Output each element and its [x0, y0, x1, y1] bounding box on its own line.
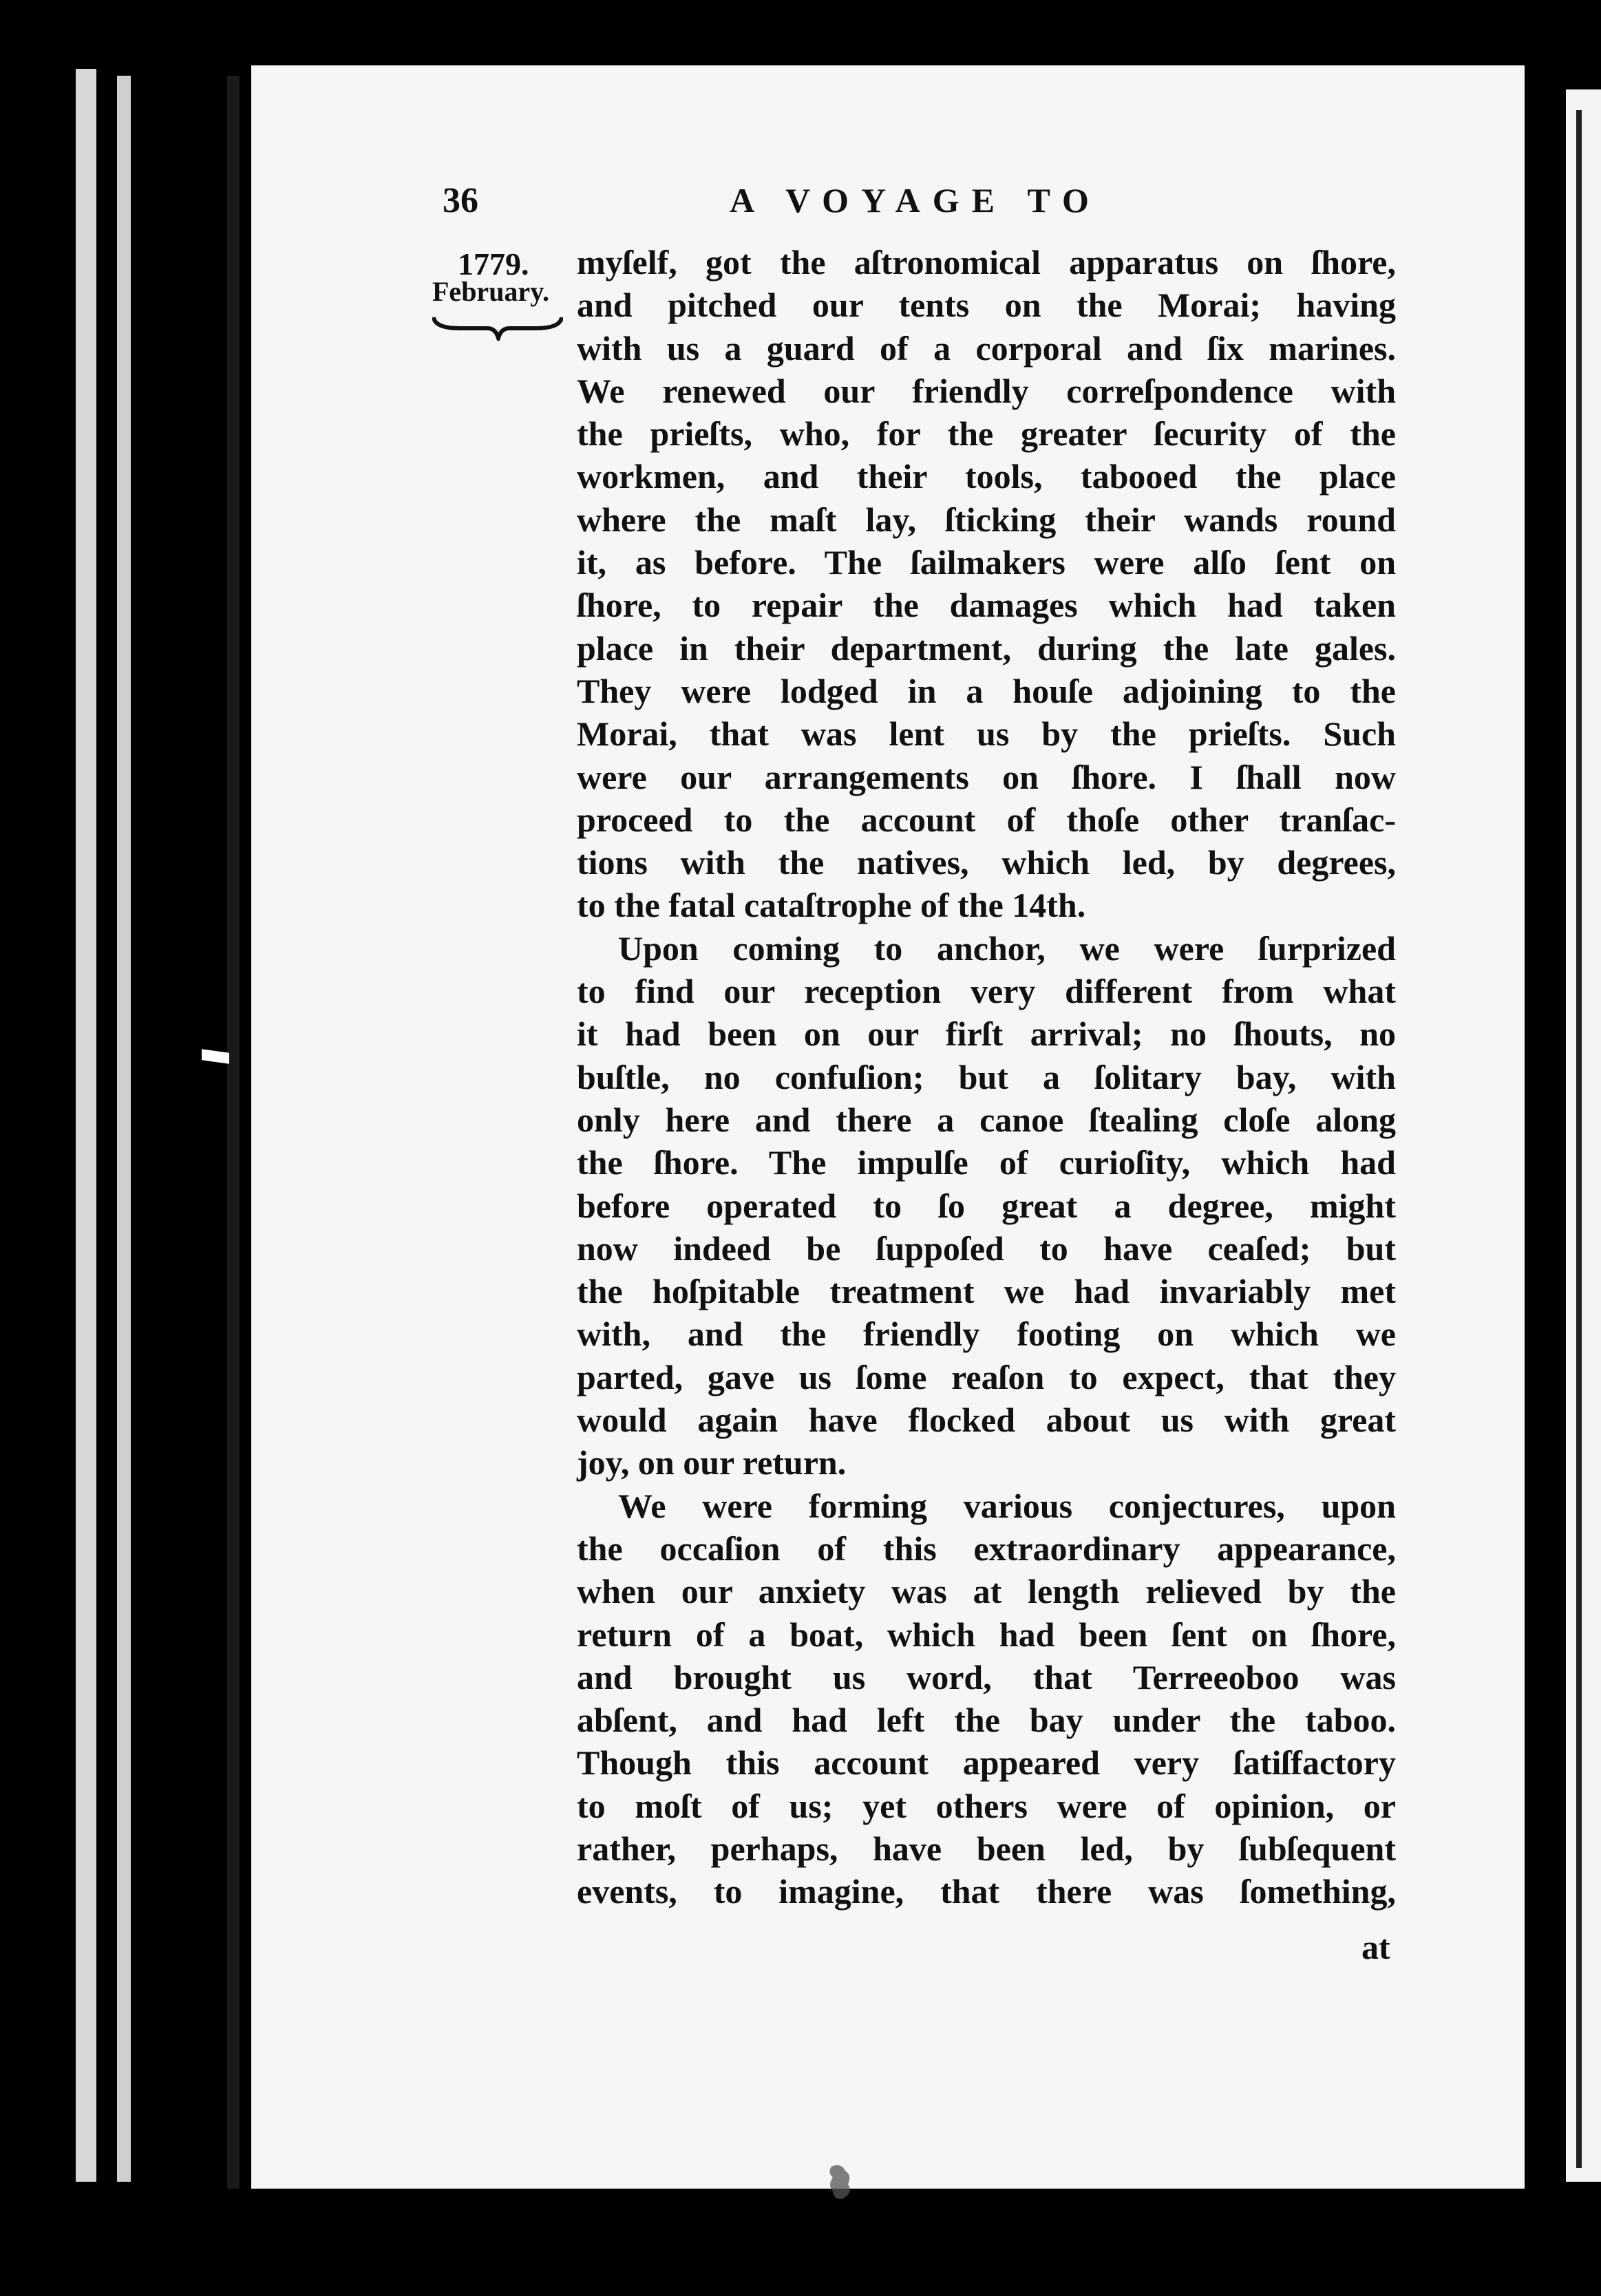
- text-line: Morai, that was lent us by the prieſts. Such: [577, 714, 1396, 754]
- text-line: the ſhore. The impulſe of curioſity, which had: [577, 1143, 1396, 1182]
- brace-icon: [432, 313, 563, 341]
- ink-blot-icon: [825, 2161, 858, 2202]
- text-line: place in their department, during the late gales.: [577, 628, 1396, 668]
- text-line: return of a boat, which had been ſent on ſhore,: [577, 1615, 1396, 1654]
- marginal-year: 1779.: [458, 246, 529, 281]
- page-tab-mark: [202, 1049, 229, 1064]
- text-line: to moſt of us; yet others were of opinion, or: [577, 1786, 1396, 1825]
- text-line: Upon coming to anchor, we were ſurprized: [618, 928, 1396, 968]
- text-line: to the fatal cataſtrophe of the 14th.: [577, 886, 1086, 925]
- text-line: with us a guard of a corporal and ſix marines.: [577, 328, 1396, 368]
- text-line: the occaſion of this extraordinary appearance,: [577, 1529, 1396, 1568]
- text-line: and pitched our tents on the Morai; having: [577, 286, 1396, 325]
- text-line: it had been on our firſt arrival; no ſhouts, no: [577, 1014, 1396, 1054]
- text-line: joy, on our return.: [577, 1443, 847, 1482]
- text-line: We were forming various conjectures, upon: [618, 1486, 1396, 1525]
- text-line: to find our reception very different from what: [577, 972, 1396, 1011]
- page-edge-left-inner: [227, 76, 240, 2189]
- text-line: We renewed our friendly correſpondence with: [577, 371, 1396, 410]
- text-line: it, as before. The ſailmakers were alſo ſent on: [577, 543, 1396, 582]
- marginal-month: February.: [432, 276, 549, 307]
- text-line: abſent, and had left the bay under the taboo.: [577, 1701, 1396, 1740]
- text-line: proceed to the account of thoſe other tranſac-: [577, 800, 1396, 839]
- text-line: events, to imagine, that there was ſomething,: [577, 1872, 1396, 1911]
- text-line: now indeed be ſuppoſed to have ceaſed; but: [577, 1229, 1396, 1268]
- text-line: parted, gave us ſome reaſon to expect, that they: [577, 1357, 1396, 1396]
- text-line: ſhore, to repair the damages which had taken: [577, 586, 1396, 625]
- text-line: were our arrangements on ſhore. I ſhall now: [577, 757, 1396, 796]
- text-line: Though this account appeared very ſatiſfactory: [577, 1743, 1396, 1783]
- text-line: They were lodged in a houſe adjoining to the: [577, 671, 1396, 710]
- text-line: would again have flocked about us with great: [577, 1401, 1396, 1440]
- adjacent-page-gutter: [1576, 110, 1582, 2168]
- body-text: [577, 241, 1396, 1913]
- page-edge-left-mid: [117, 76, 131, 2182]
- text-line: tions with the natives, which led, by degrees,: [577, 843, 1396, 882]
- text-line: workmen, and their tools, tabooed the place: [577, 457, 1396, 496]
- text-line: with, and the friendly footing on which we: [577, 1315, 1396, 1354]
- text-line: rather, perhaps, have been led, by ſubſequent: [577, 1829, 1396, 1868]
- text-line: the hoſpitable treatment we had invariably met: [577, 1272, 1396, 1311]
- text-line: when our anxiety was at length relieved by the: [577, 1572, 1396, 1611]
- text-line: the prieſts, who, for the greater ſecurity of the: [577, 414, 1396, 454]
- catchword: at: [1361, 1928, 1390, 1966]
- text-line: and brought us word, that Terreeoboo was: [577, 1657, 1396, 1697]
- text-line: where the maſt lay, ſticking their wands round: [577, 500, 1396, 539]
- text-line: only here and there a canoe ſtealing cloſe along: [577, 1100, 1396, 1139]
- page-number: 36: [443, 181, 478, 220]
- text-line: before operated to ſo great a degree, might: [577, 1186, 1396, 1225]
- adjacent-page-edge: [1566, 89, 1601, 2182]
- text-line: buſtle, no confuſion; but a ſolitary bay, with: [577, 1057, 1396, 1096]
- page-edge-left-outer: [76, 69, 96, 2182]
- text-line: myſelf, got the aſtronomical apparatus on ſhore,: [577, 243, 1396, 281]
- running-title: A VOYAGE TO: [730, 181, 1101, 220]
